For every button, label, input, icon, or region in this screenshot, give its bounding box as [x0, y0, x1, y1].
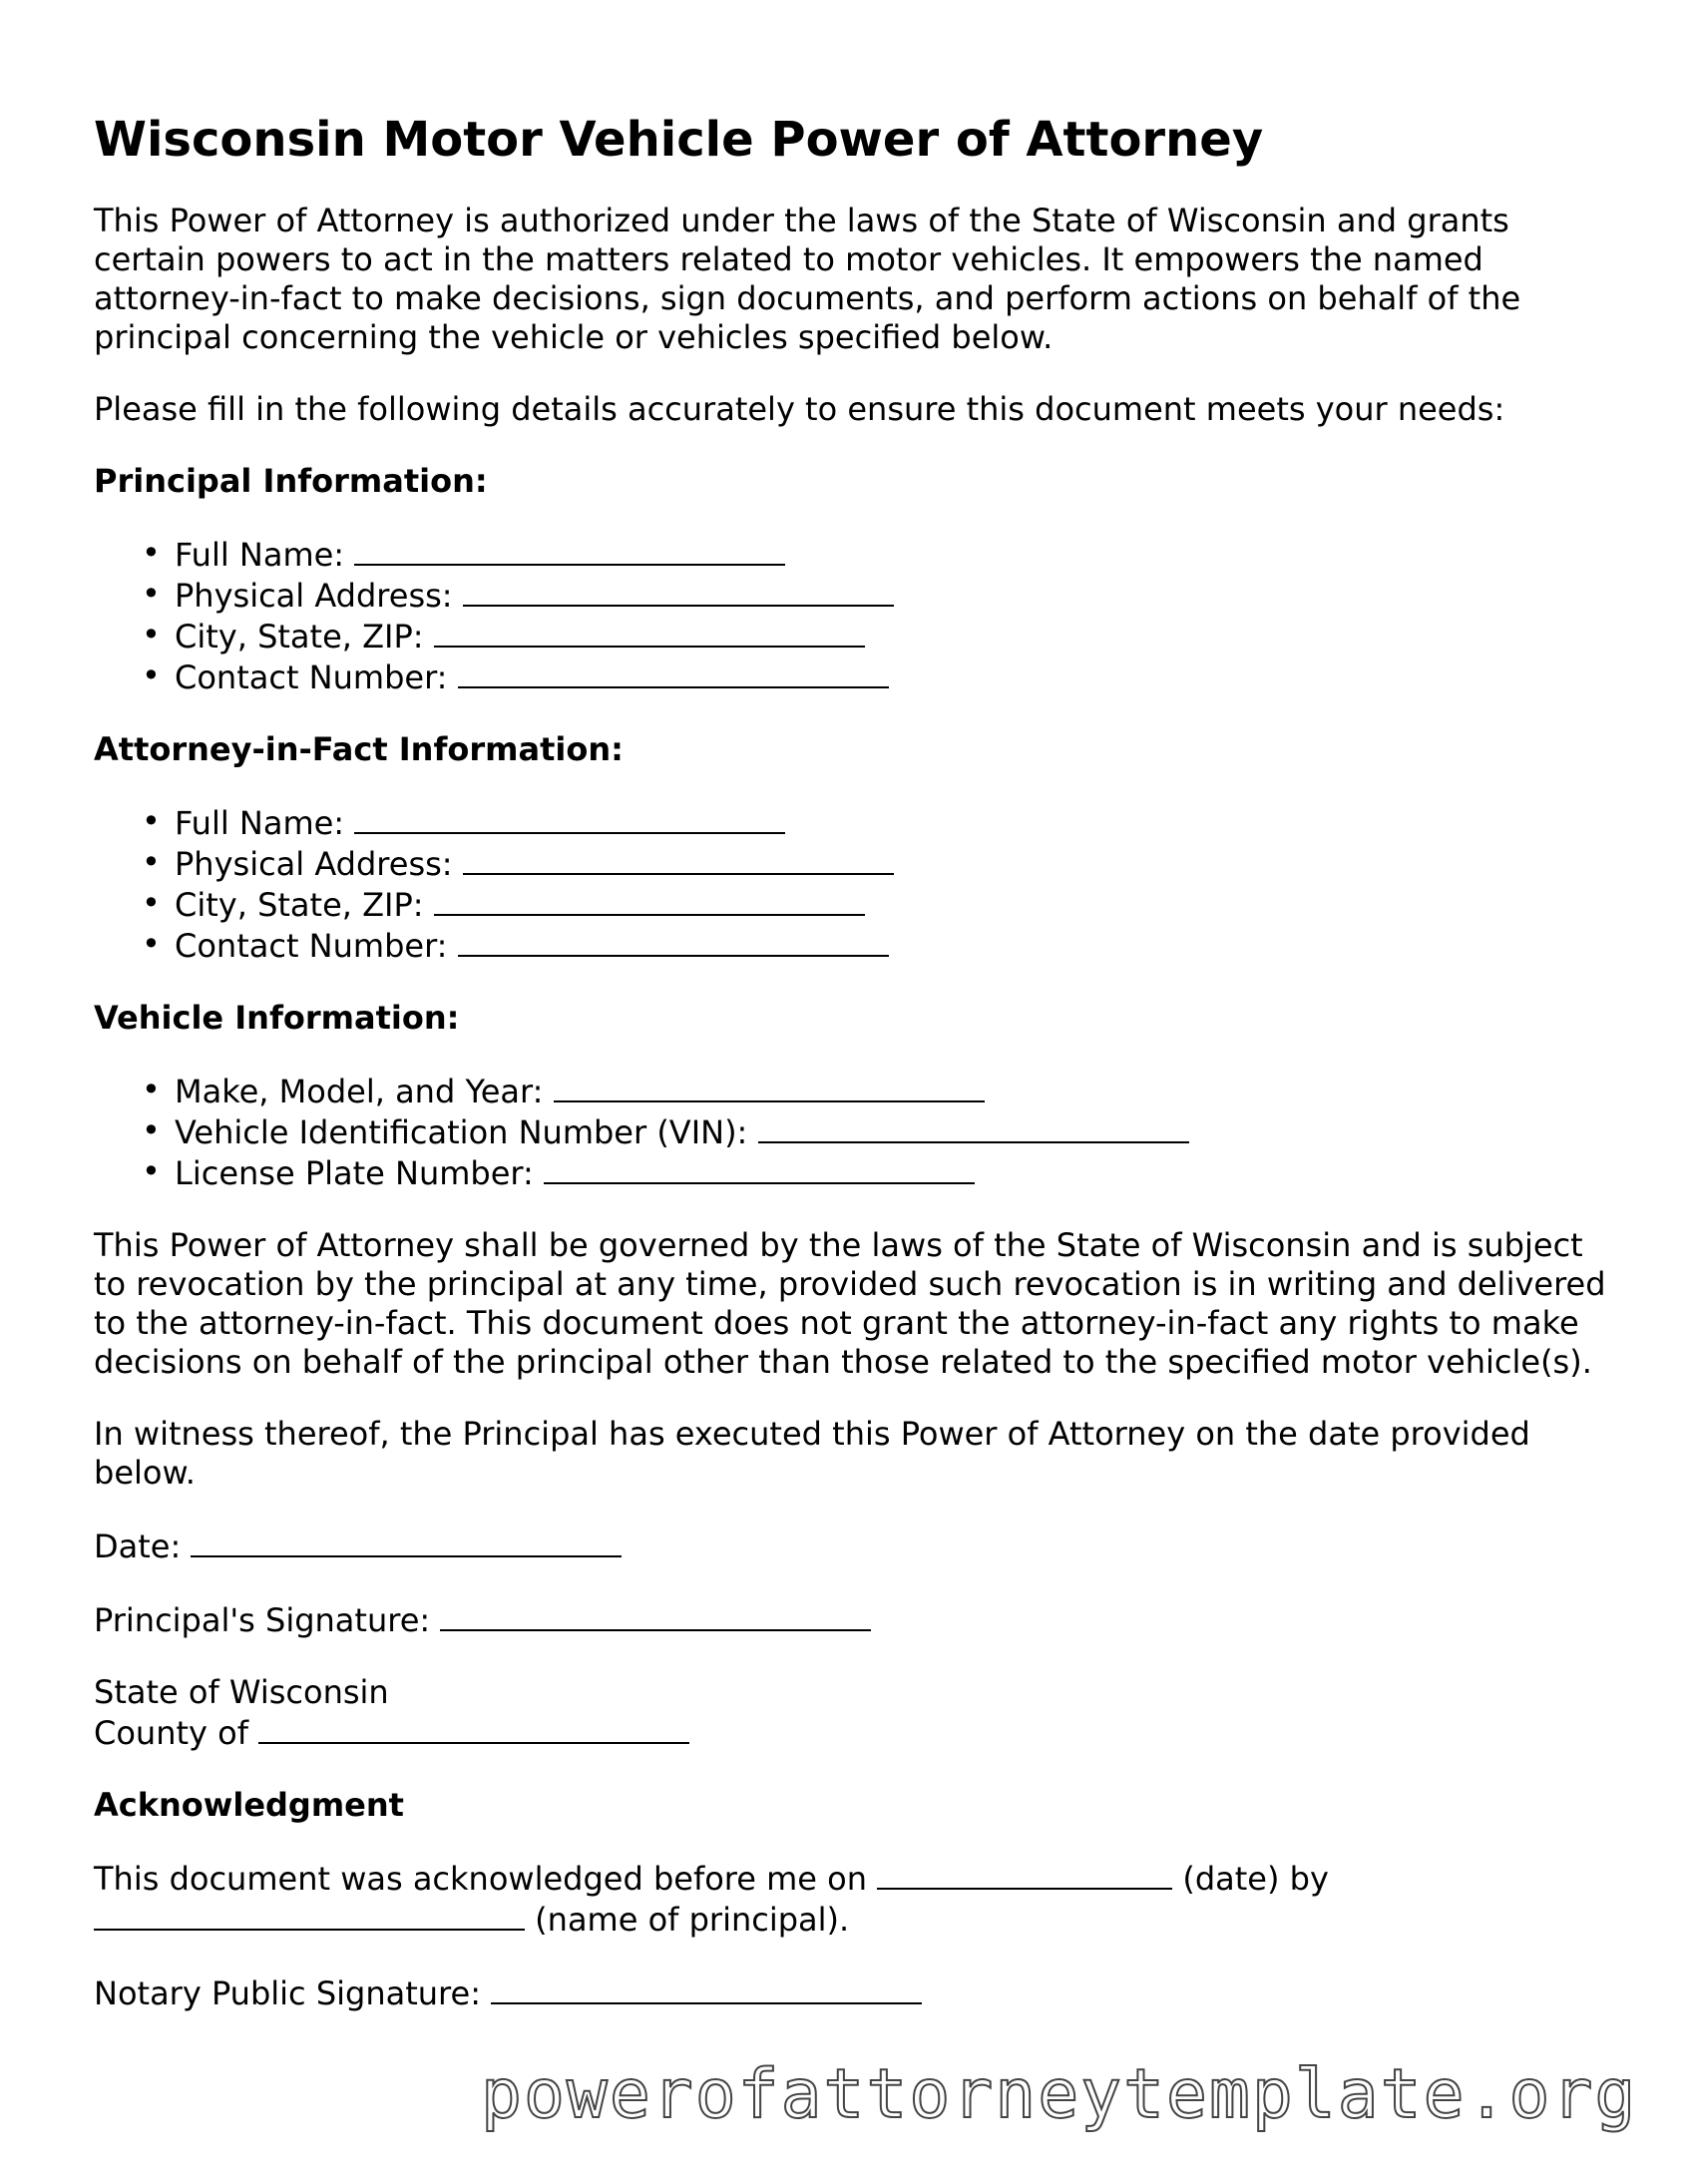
- list-item: [142, 1071, 1610, 1111]
- list-item: [142, 656, 1610, 697]
- intro-paragraph: This Power of Attorney is authorized under the laws of the State of Wisconsin and grants certain powers to act in the matters related to motor vehicles. It empowers the named attorney-in-fact to make decisions, sign documents, and perform actions on behalf of the principal concerning the vehicle or vehicles specified below.: [94, 202, 1521, 356]
- acknowledgment-date-suffix: (date) by: [1182, 1860, 1329, 1898]
- bullet-icon: •: [142, 1111, 161, 1149]
- vehicle-license-plate-blank[interactable]: [544, 1152, 975, 1184]
- acknowledgment-paragraph: [94, 1858, 1610, 1940]
- bullet-icon: •: [142, 802, 161, 840]
- date-blank[interactable]: [191, 1526, 622, 1557]
- acknowledgment-text: This document was acknowledged before me on: [94, 1860, 867, 1898]
- list-item: [142, 616, 1610, 656]
- field-label: Physical Address:: [175, 845, 453, 883]
- field-label: Contact Number:: [175, 927, 448, 965]
- list-item: [142, 802, 1610, 843]
- field-label: Contact Number:: [175, 658, 448, 696]
- attorney-address-blank[interactable]: [463, 843, 894, 875]
- bullet-icon: •: [142, 1071, 161, 1108]
- field-label: Full Name:: [175, 804, 345, 842]
- field-label: License Plate Number:: [175, 1154, 534, 1192]
- document-title: Wisconsin Motor Vehicle Power of Attorney: [94, 112, 1264, 168]
- date-line: [94, 1526, 1610, 1566]
- bullet-icon: •: [142, 843, 161, 881]
- notary-signature-label: Notary Public Signature:: [94, 1974, 481, 2012]
- field-label: Physical Address:: [175, 577, 453, 615]
- governance-paragraph: This Power of Attorney shall be governed by the laws of the State of Wisconsin and is subject to revocation by the principal at any time, provided such revocation is in writing and delivered to the attorney-in-fact. This document does not grant the attorney-in-fact any rights to make decisions on behalf of the principal other than those related to the specified motor vehicle(s).: [94, 1226, 1606, 1381]
- county-line: [94, 1712, 1610, 1753]
- document-page: [94, 112, 1610, 2046]
- bullet-icon: •: [142, 884, 161, 922]
- principal-field-list: [94, 534, 1610, 697]
- principal-city-state-zip-blank[interactable]: [434, 616, 865, 648]
- list-item: [142, 1111, 1610, 1152]
- list-item: [142, 534, 1610, 575]
- bullet-icon: •: [142, 1152, 161, 1190]
- vehicle-heading: Vehicle Information:: [94, 999, 460, 1037]
- attorney-city-state-zip-blank[interactable]: [434, 884, 865, 916]
- list-item: [142, 843, 1610, 884]
- witness-paragraph: In witness thereof, the Principal has executed this Power of Attorney on the date provided below.: [94, 1415, 1530, 1492]
- date-label: Date:: [94, 1528, 182, 1565]
- field-label: City, State, ZIP:: [175, 618, 424, 655]
- county-label: County of: [94, 1714, 248, 1752]
- county-blank[interactable]: [258, 1712, 689, 1744]
- acknowledgment-heading: Acknowledgment: [94, 1786, 404, 1824]
- bullet-icon: •: [142, 616, 161, 654]
- field-label: Make, Model, and Year:: [175, 1073, 544, 1110]
- acknowledgment-name-suffix: (name of principal).: [535, 1901, 850, 1939]
- bullet-icon: •: [142, 575, 161, 613]
- field-label: City, State, ZIP:: [175, 886, 424, 924]
- watermark: powerofattorneytemplate.org: [481, 2055, 1638, 2134]
- attorney-contact-number-blank[interactable]: [458, 925, 889, 957]
- field-label: Full Name:: [175, 536, 345, 574]
- principal-full-name-blank[interactable]: [354, 534, 785, 566]
- notary-signature-line: [94, 1972, 1610, 2013]
- field-label: Vehicle Identification Number (VIN):: [175, 1113, 748, 1151]
- bullet-icon: •: [142, 656, 161, 694]
- vehicle-field-list: [94, 1071, 1610, 1193]
- acknowledgment-date-blank[interactable]: [877, 1858, 1172, 1890]
- list-item: [142, 1152, 1610, 1193]
- attorney-heading: Attorney-in-Fact Information:: [94, 730, 624, 768]
- instructions-paragraph: Please fill in the following details accurately to ensure this document meets your needs:: [94, 390, 1505, 428]
- vehicle-vin-blank[interactable]: [758, 1111, 1189, 1143]
- principal-signature-line: [94, 1599, 1610, 1640]
- attorney-field-list: [94, 802, 1610, 966]
- attorney-full-name-blank[interactable]: [354, 802, 785, 834]
- list-item: [142, 575, 1610, 616]
- principal-heading: Principal Information:: [94, 462, 488, 500]
- notary-signature-blank[interactable]: [491, 1972, 922, 2004]
- principal-address-blank[interactable]: [463, 575, 894, 607]
- vehicle-make-model-year-blank[interactable]: [554, 1071, 985, 1102]
- principal-signature-blank[interactable]: [440, 1599, 871, 1631]
- list-item: [142, 925, 1610, 966]
- state-line: State of Wisconsin: [94, 1673, 389, 1711]
- principal-contact-number-blank[interactable]: [458, 656, 889, 688]
- bullet-icon: •: [142, 925, 161, 963]
- bullet-icon: •: [142, 534, 161, 572]
- acknowledgment-name-blank[interactable]: [94, 1899, 525, 1931]
- venue-block: [94, 1673, 1610, 1753]
- list-item: [142, 884, 1610, 925]
- principal-signature-label: Principal's Signature:: [94, 1601, 431, 1639]
